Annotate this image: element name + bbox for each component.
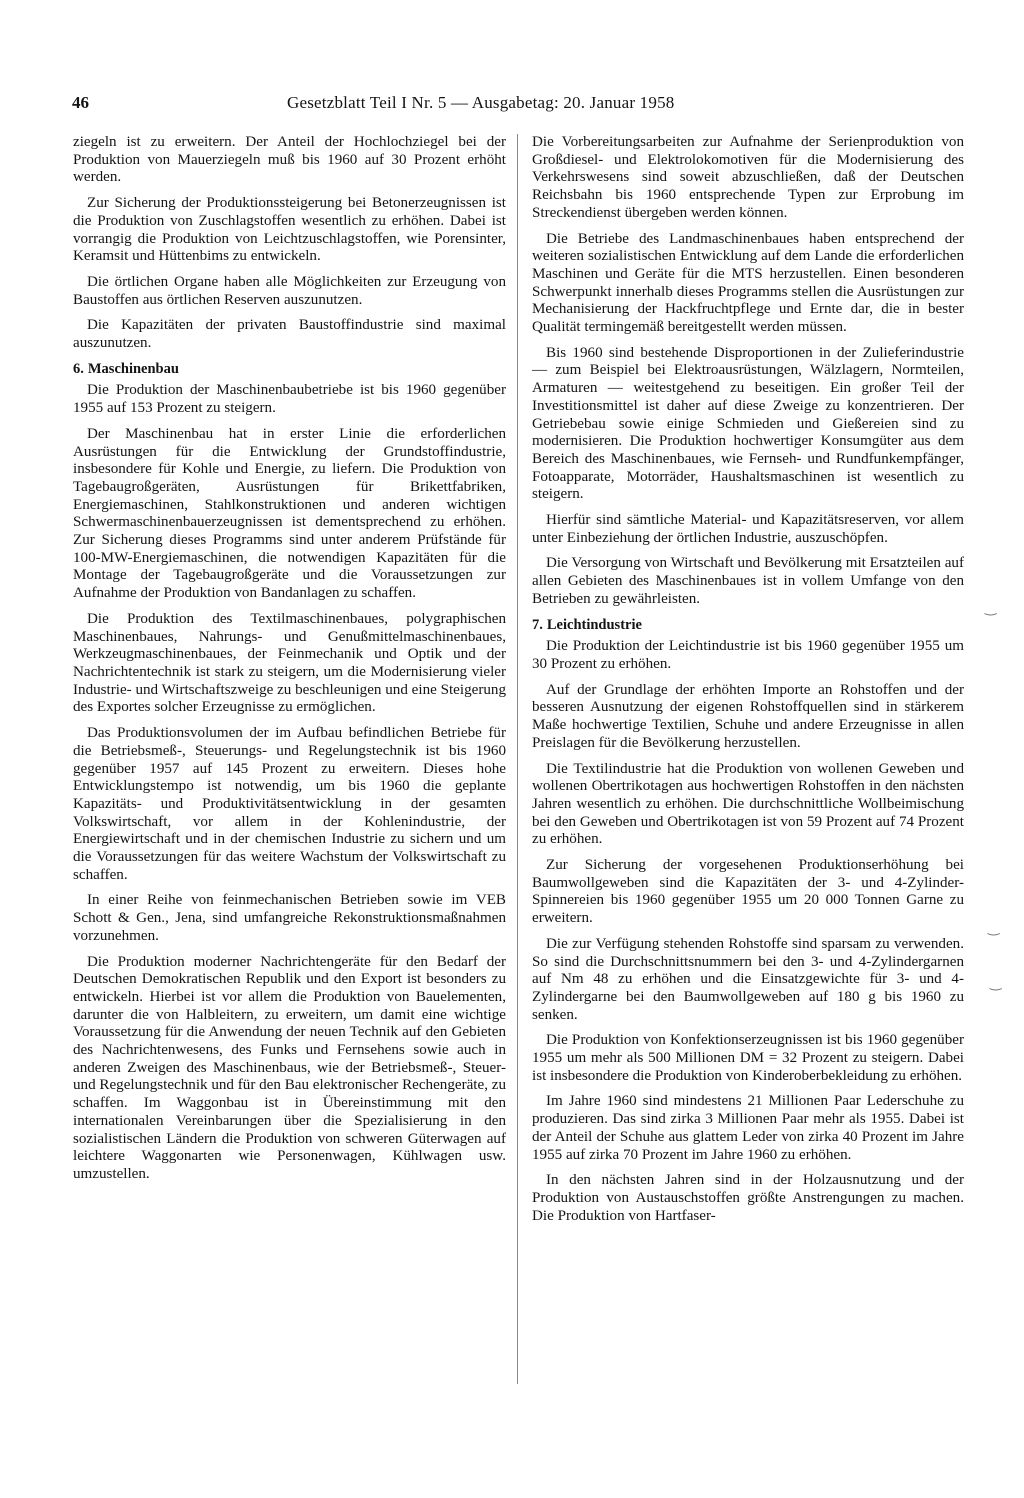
paragraph: Die Produktion des Textilmaschinenbaues, polygraphischen Maschinenbaues, Nahrungs- und Genußmittelmaschinenbaues, Werkzeugmaschinenbaues, der Feinmechanik und Optik und der Nachrichtentechnik ist stark zu steigern, um die Modernisierung vieler Industrie- und Wirtschaftszweige zu beschleunigen und eine Steigerung des Exportes solcher Erzeugnisse zu ermöglichen. bbox=[73, 610, 506, 716]
column-divider bbox=[517, 134, 518, 1384]
paragraph: ziegeln ist zu erweitern. Der Anteil der Hochlochziegel bei der Produktion von Mauerziegeln muß bis 1960 auf 30 Prozent erhöht werden. bbox=[73, 134, 506, 186]
paragraph: Die Textilindustrie hat die Produktion von wollenen Geweben und wollenen Obertrikotagen aus hochwertigen Rohstoffen in den nächsten Jahren wesentlich zu erhöhen. Die durchschnittliche Wollbeimischung bei den Geweben und Obertrikotagen ist von 59 Prozent auf 74 Prozent zu erhöhen. bbox=[532, 760, 964, 848]
paragraph: Die Kapazitäten der privaten Baustoffindustrie sind maximal auszunutzen. bbox=[73, 317, 506, 352]
page-number: 46 bbox=[72, 93, 89, 112]
section-title: Leichtindustrie bbox=[546, 616, 642, 633]
right-column bbox=[532, 134, 964, 1233]
paragraph: Die örtlichen Organe haben alle Möglichkeiten zur Erzeugung von Baustoffen aus örtlichen Reserven auszunutzen. bbox=[73, 273, 506, 308]
paragraph: Hierfür sind sämtliche Material- und Kapazitätsreserven, vor allem unter Einbeziehung der örtlichen Industrie, auszuschöpfen. bbox=[532, 512, 964, 546]
paragraph: Das Produktionsvolumen der im Aufbau befindlichen Betriebe für die Betriebsmeß-, Steuerungs- und Regelungstechnik ist bis 1960 gegenüber 1957 auf 145 Prozent zu erweitern. Dieses hohe Entwicklungstempo ist notwendig, um bis 1960 die geplante Kapazitäts- und Produktivitätsentwicklung in der gesamten Volkswirtschaft, vor allem in der Kohlenindustrie, der Energiewirtschaft und in der chemischen Industrie zu sichern und um die Voraussetzungen für das weitere Wachstum der Volkswirtschaft zu schaffen. bbox=[73, 725, 506, 883]
margin-mark: ‿ bbox=[990, 976, 1002, 991]
paragraph: Im Jahre 1960 sind mindestens 21 Millionen Paar Lederschuhe zu produzieren. Das sind zirka 3 Millionen Paar mehr als 1955. Dabei ist der Anteil der Schuhe aus glattem Leder von zirka 40 Prozent im Jahre 1955 auf zirka 70 Prozent im Jahre 1960 zu erhöhen. bbox=[532, 1093, 964, 1163]
margin-mark: ‿ bbox=[988, 921, 1000, 936]
left-column bbox=[73, 134, 506, 1192]
paragraph: Zur Sicherung der vorgesehenen Produktionserhöhung bei Baumwollgeweben sind die Kapazitäten der 3- und 4-Zylinder-Spinnereien bis 1960 gegenüber 1955 um 20 000 Tonnen Garne zu erweitern. bbox=[532, 857, 964, 927]
paragraph: Die Produktion der Maschinenbaubetriebe ist bis 1960 gegenüber 1955 auf 153 Prozent zu steigern. bbox=[73, 382, 506, 417]
paragraph: Der Maschinenbau hat in erster Linie die erforderlichen Ausrüstungen für die Entwicklung der Grundstoffindustrie, insbesondere für Kohle und Energie, zu liefern. Die Produktion von Tagebaugroßgeräten, Ausrüstungen für Brikettfabriken, Energiemaschinen, Stahlkonstruktionen und anderen wichtigen Schwermaschinenbauerzeugnissen ist dementsprechend zu erhöhen. Zur Sicherung dieses Programms sind unter anderem Prüfstände für 100-MW-Energiemaschinen, die notwendigen Kapazitäten für die Montage der Tagebaugroßgeräte und die Voraussetzungen zur Aufnahme der Produktion von Bandanlagen zu schaffen. bbox=[73, 425, 506, 602]
paragraph: In den nächsten Jahren sind in der Holzausnutzung und der Produktion von Austauschstoffen größte Anstrengungen zu machen. Die Produktion von Hartfaser- bbox=[532, 1172, 964, 1224]
section-heading-6 bbox=[73, 361, 506, 379]
section-number: 6. bbox=[73, 360, 84, 377]
section-heading-7 bbox=[532, 617, 964, 635]
running-head: Gesetzblatt Teil I Nr. 5 — Ausgabetag: 20. Januar 1958 bbox=[287, 93, 675, 112]
margin-mark: ‿ bbox=[985, 601, 997, 616]
section-number: 7. bbox=[532, 616, 543, 633]
paragraph: Die Produktion moderner Nachrichtengeräte für den Bedarf der Deutschen Demokratischen Republik und den Export ist besonders zu entwickeln. Hierbei ist vor allem die Produktion von Bauelementen, darunter die von Halbleitern, zu erweitern, um damit eine wichtige Voraussetzung für die Anwendung der neuen Technik auf den Gebieten des Nachrichtenwesens, des Funks und Fernsehens sowie auch in anderen Zweigen des Maschinenbaus, wie der Betriebsmeß-, Steuer- und Regelungstechnik und für den Bau elektronischer Rechengeräte, zu schaffen. Im Waggonbau ist in Übereinstimmung mit den internationalen Vereinbarungen über die Spezialisierung in den sozialistischen Ländern die Produktion von schweren Güterwagen auf leichtere Waggonarten wie Personenwagen, Kühlwagen usw. umzustellen. bbox=[73, 953, 506, 1182]
paragraph: Die Produktion der Leichtindustrie ist bis 1960 gegenüber 1955 um 30 Prozent zu erhöhen. bbox=[532, 638, 964, 672]
paragraph: Die zur Verfügung stehenden Rohstoffe sind sparsam zu verwenden. So sind die Durchschnittsnummern bei den 3- und 4-Zylindergarnen auf Nm 48 zu erhöhen und die Einsatzgewichte für 3- und 4-Zylindergarne bei den Baumwollgeweben auf 180 g bis 1960 zu senken. bbox=[532, 935, 964, 1023]
section-title: Maschinenbau bbox=[87, 360, 179, 377]
paragraph: Die Betriebe des Landmaschinenbaues haben entsprechend der weiteren sozialistischen Entwicklung auf dem Lande die erforderlichen Maschinen und Geräte für die MTS herzustellen. Einen besonderen Schwerpunkt innerhalb dieses Programms stellen die Ausrüstungen zur Mechanisierung der Hackfruchtpflege und Ernte dar, die in bester Qualität termingemäß bereitgestellt werden müssen. bbox=[532, 230, 964, 336]
paragraph: Die Versorgung von Wirtschaft und Bevölkerung mit Ersatzteilen auf allen Gebieten des Maschinenbaues ist in vollem Umfange von den Betrieben zu gewährleisten. bbox=[532, 555, 964, 607]
paragraph: Die Produktion von Konfektionserzeugnissen ist bis 1960 gegenüber 1955 um mehr als 500 Millionen DM = 32 Prozent zu steigern. Dabei ist insbesondere die Produktion von Kinderoberbekleidung zu erhöhen. bbox=[532, 1032, 964, 1084]
paragraph: Auf der Grundlage der erhöhten Importe an Rohstoffen und der besseren Ausnutzung der eigenen Rohstoffquellen sind in stärkerem Maße hochwertige Textilien, Schuhe und andere Erzeugnisse in allen Preislagen für die Bevölkerung herzustellen. bbox=[532, 681, 964, 751]
paragraph: Bis 1960 sind bestehende Disproportionen in der Zulieferindustrie — zum Beispiel bei Elektroausrüstungen, Wälzlagern, Normteilen, Armaturen — weitestgehend zu beseitigen. Ein großer Teil der Investitionsmittel ist daher auf diese Zweige zu konzentrieren. Der Getriebebau sowie einige Schmieden und Gießereien sind zu modernisieren. Die Produktion hochwertiger Konsumgüter aus dem Bereich des Maschinenbaues, wie Fernseh- und Rundfunkempfänger, Fotoapparate, Motorräder, Haushaltsmaschinen ist wesentlich zu steigern. bbox=[532, 344, 964, 503]
paragraph: Die Vorbereitungsarbeiten zur Aufnahme der Serienproduktion von Großdiesel- und Elektrolokomotiven für die Modernisierung des Verkehrswesens sind soweit abzuschließen, daß der Deutschen Reichsbahn bis 1960 entsprechende Typen zur Erprobung im Streckendienst übergeben werden können. bbox=[532, 134, 964, 221]
paragraph: In einer Reihe von feinmechanischen Betrieben sowie im VEB Schott & Gen., Jena, sind umfangreiche Rekonstruktionsmaßnahmen vorzunehmen. bbox=[73, 892, 506, 944]
paragraph: Zur Sicherung der Produktionssteigerung bei Betonerzeugnissen ist die Produktion von Zuschlagstoffen wesentlich zu erhöhen. Dabei ist vorrangig die Produktion von Leichtzuschlagstoffen, wie Porensinter, Keramsit und Hüttenbims zu entwickeln. bbox=[73, 195, 506, 265]
